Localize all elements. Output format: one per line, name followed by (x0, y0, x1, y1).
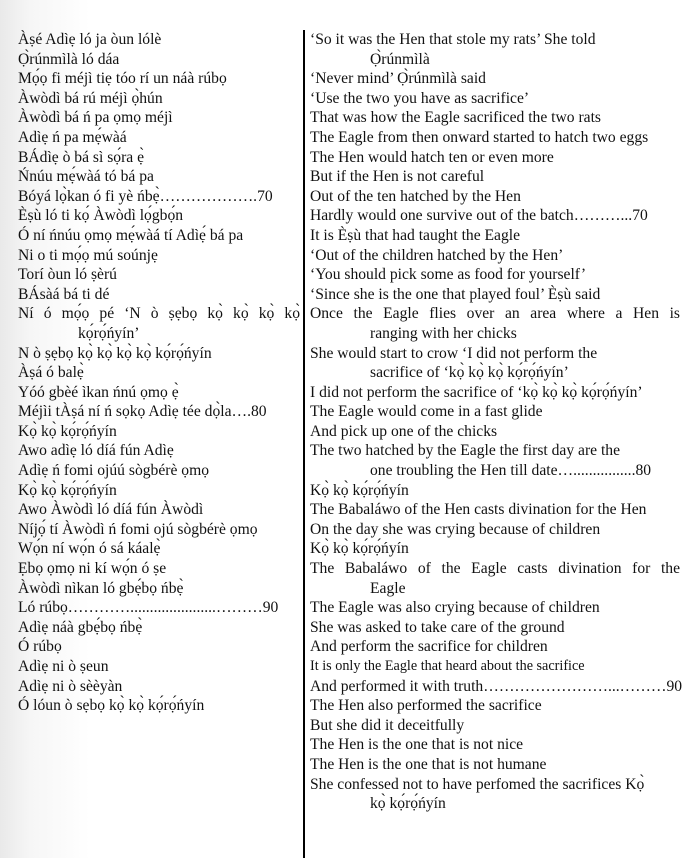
translation-line: But she did it deceitfully (310, 716, 465, 734)
verse-line: Kọ̀ kọ̀ kọ́rọ́ńyín (18, 422, 117, 440)
translation-line: That was how the Eagle sacrificed the two rats (310, 109, 601, 127)
translation-line: The Eagle from then onward started to hatch two eggs (310, 128, 649, 146)
verse-line: Ńnúu mẹ́wàá tó bá pa (18, 168, 154, 186)
verse-line-numbered-70: Bóyá lọ̀kan ó fi yè ńbẹ̀……………….70 (18, 187, 273, 205)
translation-line: ‘Use the two you have as sacrifice’ (310, 89, 530, 107)
yoruba-verse-column (18, 30, 300, 716)
translation-line-continuation: kọ̀ kọ́rọ́ńyín (370, 795, 446, 813)
translation-line-wrapped (310, 559, 680, 598)
verse-line: Àṣé Adìẹ ló ja òun lólè (18, 31, 162, 48)
verse-line: Torí òun ló ṣèrú (18, 266, 117, 284)
verse-line-numbered-90: Ló rúbọ…………......................………90 (18, 599, 279, 617)
verse-line: Adìẹ ni ò ṣeun (18, 658, 109, 675)
verse-line: N ò ṣẹbọ kọ̀ kọ̀ kọ̀ kọ̀ kọ́rọ́ńyín (18, 344, 212, 362)
verse-line: Awo adìẹ ló díá fún Adìẹ (18, 442, 174, 460)
translation-line: ‘Never mind’ Ọ̀rúnmìlà said (310, 70, 486, 88)
translation-line-numbered-70: Hardly would one survive out of the batch………...70 (310, 207, 648, 225)
translation-line-continuation: Ọ̀rúnmìlà (370, 50, 430, 68)
translation-line: And pick up one of the chicks (310, 422, 498, 440)
verse-line: Ó rúbọ (18, 638, 62, 656)
translation-line-text: Once the Eagle flies over an area where a Hen is (310, 305, 680, 323)
verse-line: Àwòdì nìkan ló gbẹ́bọ ńbẹ̀ (18, 579, 184, 597)
translation-line: The Eagle would come in a fast glide (310, 403, 543, 421)
translation-line: And perform the sacrifice for children (310, 638, 548, 656)
translation-line-continuation: Eagle (370, 579, 406, 597)
translation-line: On the day she was crying because of children (310, 520, 601, 538)
verse-line: Èṣù ló ti kọ́ Àwòdì lọ́gbọ́n (18, 207, 184, 225)
translation-line: The Hen is the one that is not humane (310, 755, 547, 773)
translation-line: Out of the ten hatched by the Hen (310, 187, 521, 205)
verse-line: Wọ́n ní wọ́n ó sá káalẹ̀ (18, 540, 161, 558)
verse-line: Àwòdì bá ń pa ọmọ méjì (18, 109, 173, 127)
verse-line: Àwòdì bá rú méjì ọ̀hún (18, 89, 163, 107)
translation-line-wrapped (310, 304, 680, 343)
verse-line-wrapped (18, 304, 300, 343)
translation-line: ‘You should pick some as food for yourself’ (310, 266, 587, 284)
verse-line: Adìẹ náà gbẹ́bọ ńbẹ̀ (18, 618, 143, 636)
translation-line-wrapped (310, 775, 680, 814)
column-divider (303, 30, 305, 858)
verse-line: Àṣá ó balẹ̀ (18, 364, 84, 382)
translation-line: I did not perform the sacrifice of ‘kọ̀ kọ̀ kọ̀ kọ́rọ́ńyín’ (310, 383, 643, 401)
verse-line: Níjọ́ tí Àwòdì ń fomi ojú sògbérè ọmọ (18, 520, 258, 538)
verse-line: Adìẹ ni ò sèèyàn (18, 677, 123, 695)
translation-line-text: ‘So it was the Hen that stole my rats’ She told (310, 31, 596, 48)
translation-line: It is Èṣù that had taught the Eagle (310, 226, 521, 244)
verse-line: Kọ̀ kọ̀ kọ́rọ́ńyín (18, 481, 117, 499)
translation-line: The Babaláwo of the Hen casts divination for the Hen (310, 501, 647, 519)
translation-line-text: She confessed not to have perfomed the sacrifices Kọ̀ (310, 775, 645, 793)
translation-line: She was asked to take care of the ground (310, 618, 565, 636)
translation-line: ‘Since she is the one that played foul’ Èṣù said (310, 285, 601, 303)
verse-line: Ó ní ńnúu ọmọ mẹ́wàá tí Adìẹ́ bá pa (18, 226, 244, 244)
translation-line-text: The two hatched by the Eagle the first day are the (310, 442, 621, 460)
translation-line-wrapped (310, 344, 680, 383)
verse-line-continuation: kọ́rọ́ńyín’ (78, 324, 140, 342)
translation-line: It is only the Eagle that heard about the sacrifice (310, 658, 585, 674)
translation-line: The Hen is the one that is not nice (310, 736, 524, 754)
translation-line-text: She would start to crow ‘I did not perform the (310, 344, 598, 362)
verse-line: Ni o ti mọ́ọ mú soúnjẹ (18, 246, 158, 264)
translation-line: The Hen would hatch ten or even more (310, 148, 554, 166)
translation-line-wrapped (310, 30, 680, 69)
translation-line: The Eagle was also crying because of children (310, 599, 600, 617)
english-translation-column (310, 30, 683, 814)
translation-line: Kọ̀ kọ̀ kọ́rọ́ńyín (310, 540, 409, 558)
verse-line: Mọ́ọ fi méjì tiẹ tóo rí un náà rúbọ (18, 70, 227, 88)
translation-line-continuation: sacrifice of ‘kọ̀ kọ̀ kọ̀ kọ́rọ́ńyín’ (370, 364, 569, 382)
translation-line-continuation-numbered-80: one troubling the Hen till date…................80 (370, 462, 652, 480)
translation-line: ‘Out of the children hatched by the Hen’ (310, 246, 564, 264)
translation-line-numbered-90: And performed it with truth……………………...………90 (310, 677, 683, 695)
verse-line-text: Ní ó mọ́ọ pé ‘N ò ṣẹbọ kọ̀ kọ̀ kọ̀ kọ̀ (18, 305, 300, 323)
verse-line: Yóó gbèé ìkan ńnú ọmọ ẹ̀ (18, 383, 179, 401)
translation-line: Kọ̀ kọ̀ kọ́rọ́ńyín (310, 481, 409, 499)
verse-line: Awo Àwòdì ló díá fún Àwòdì (18, 501, 204, 519)
translation-line-continuation: ranging with her chicks (370, 324, 517, 342)
translation-line-wrapped (310, 441, 680, 480)
translation-line-text: The Babaláwo of the Eagle casts divination for the (310, 560, 680, 578)
verse-line: BÁsàá bá ti dé (18, 285, 110, 303)
verse-line: Adìẹ ń fomi ojúú sògbérè ọmọ (18, 462, 209, 480)
verse-line: Ọ̀rúnmìlà ló dáa (18, 50, 120, 68)
verse-line: Ó lóun ò sẹbọ kọ̀ kọ̀ kọ́rọ́ńyín (18, 697, 205, 715)
verse-line: Adìẹ ń pa mẹ́wàá (18, 128, 127, 146)
verse-line: Ẹbọ ọmọ ni kí wọ́n ó ṣe (18, 560, 167, 578)
translation-line: The Hen also performed the sacrifice (310, 697, 542, 715)
translation-line: But if the Hen is not careful (310, 168, 485, 186)
verse-line: BÁdìẹ ò bá sì sọ́ra ẹ̀ (18, 148, 145, 166)
verse-line-numbered-80: Méjìi tÀṣá ní ń sọkọ Adìẹ tée dọ̀la….80 (18, 403, 267, 421)
